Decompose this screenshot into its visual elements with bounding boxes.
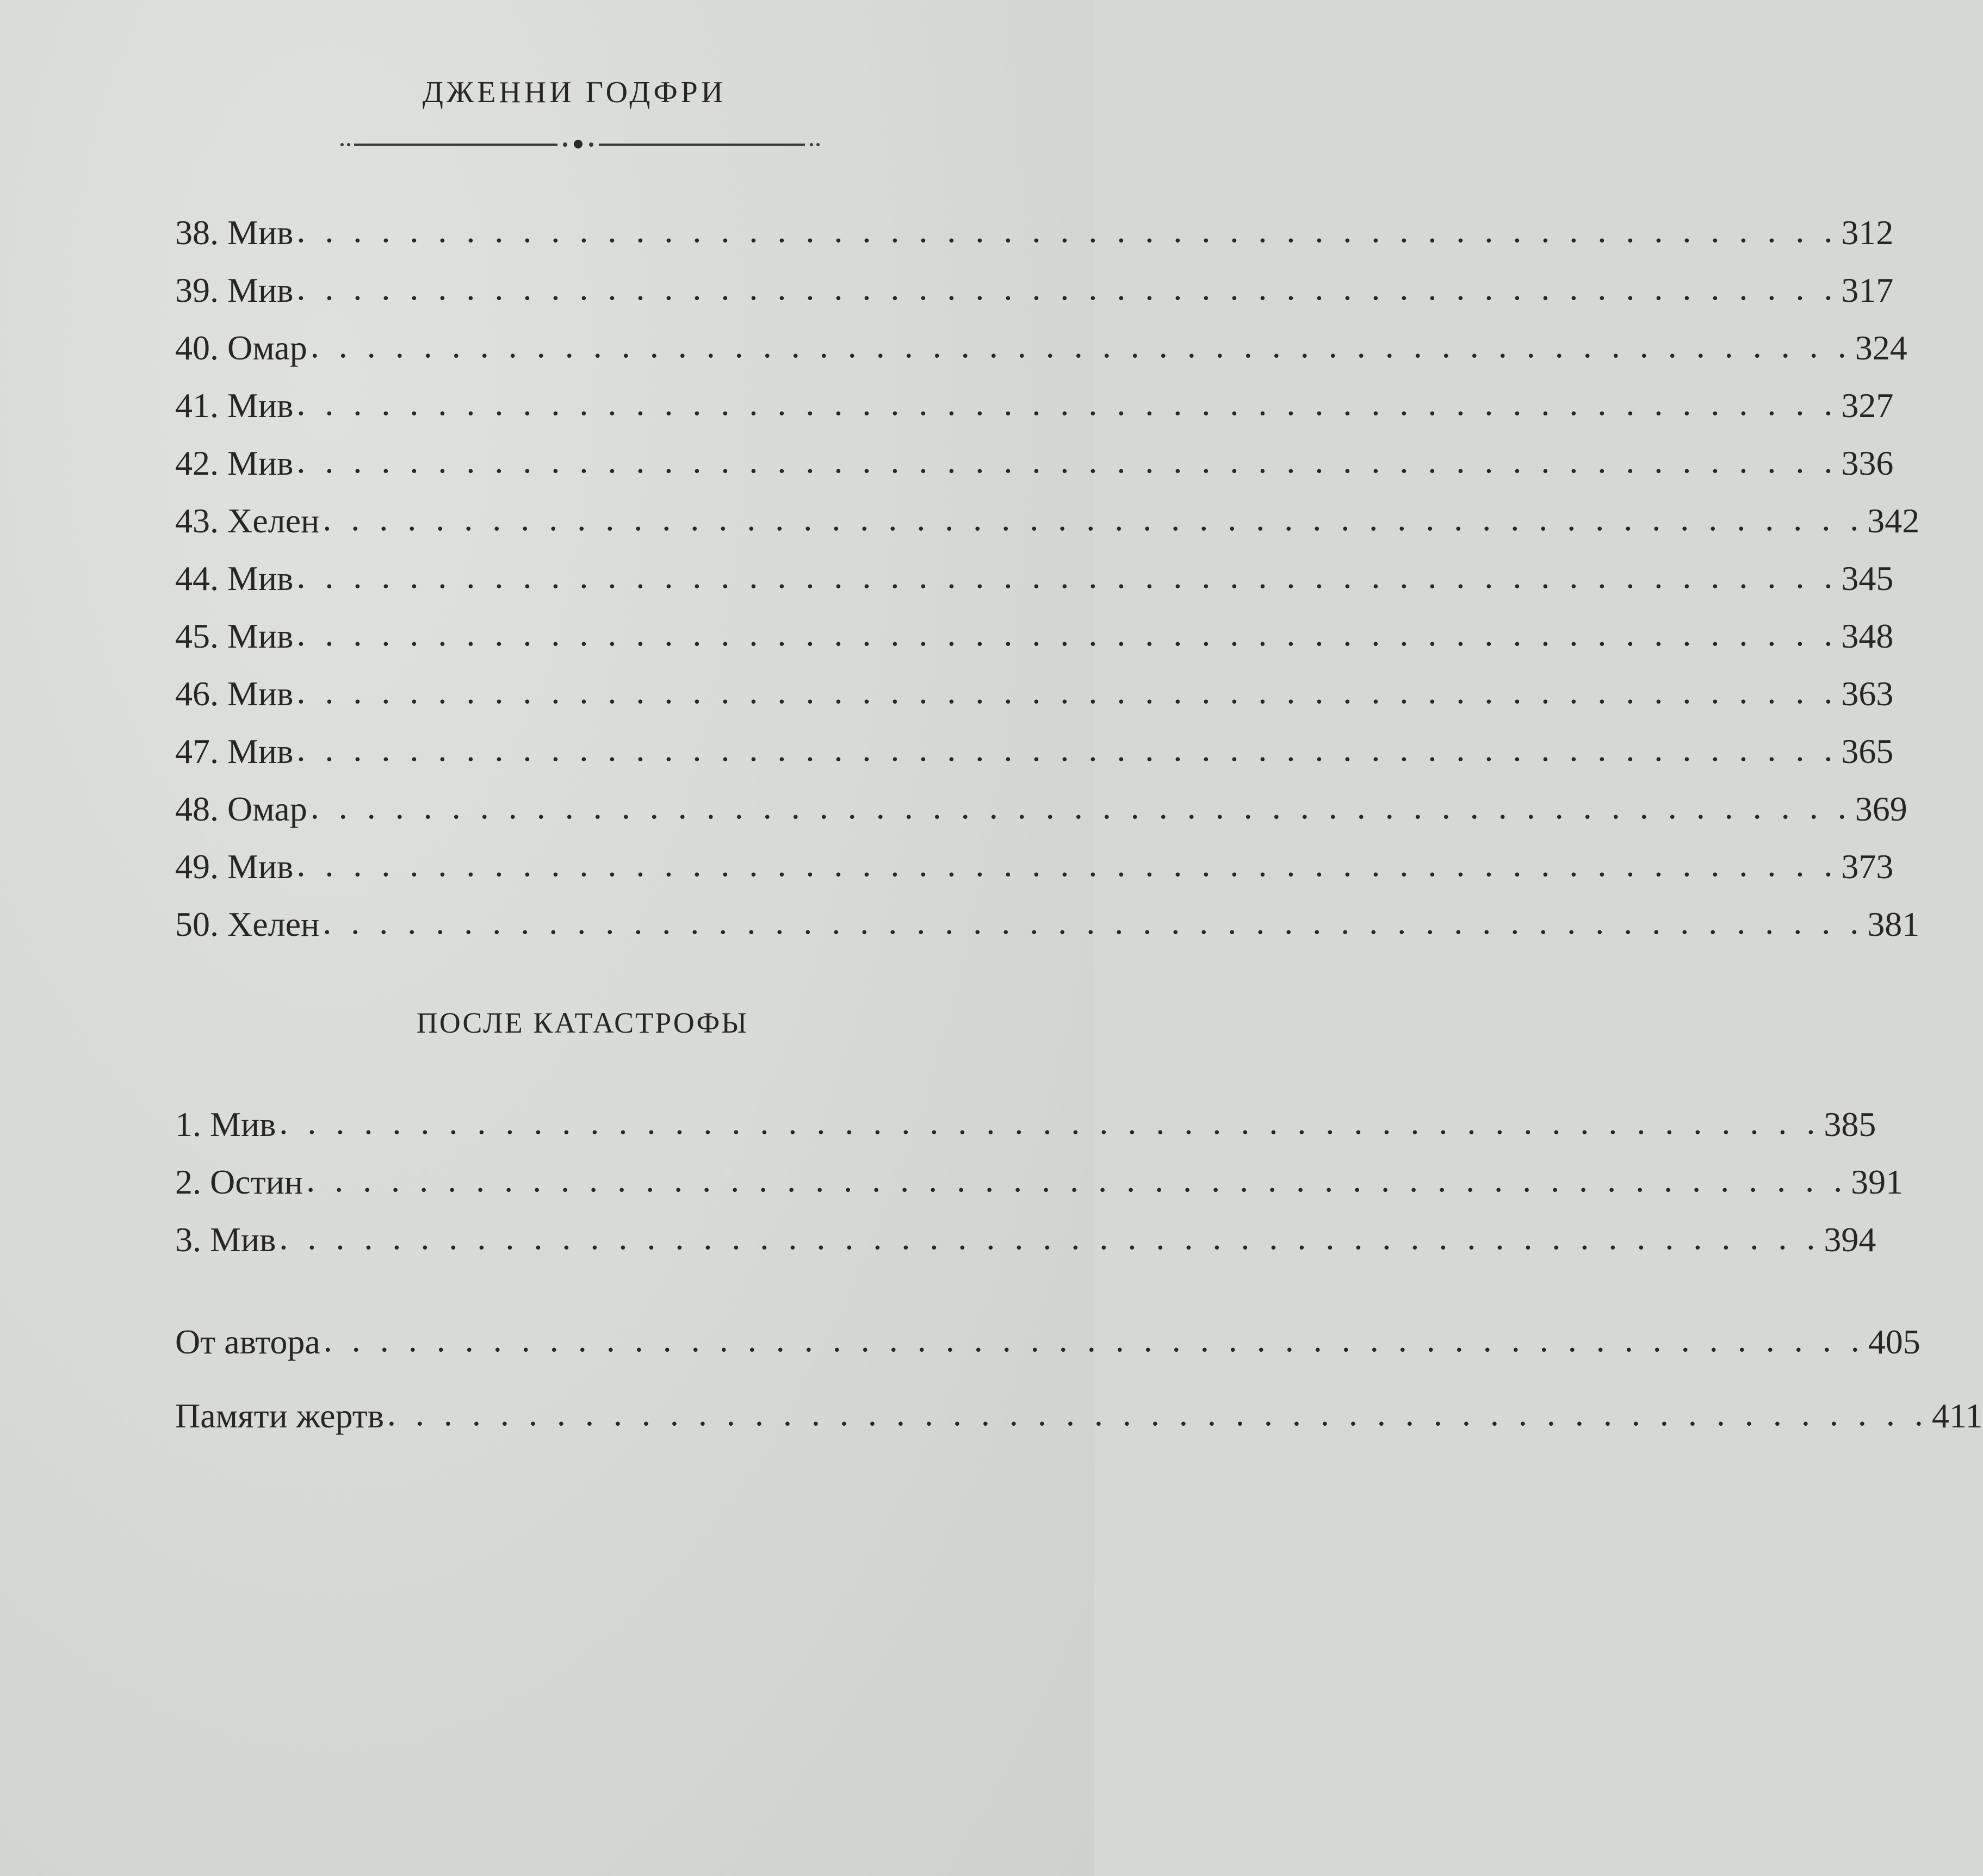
dot-leader: . . . . . . . . . . . . . . . . . . . . . . . . . . . . . . . . . . . . . . . . . . . . . . . . . . . . . . . bbox=[310, 787, 1852, 826]
toc-entry-title: 42. Мив bbox=[175, 444, 294, 482]
running-header bbox=[0, 75, 1094, 110]
toc-entry bbox=[175, 835, 1894, 886]
toc-entry bbox=[175, 1151, 1904, 1201]
dot-leader: . . . . . . . . . . . . . . . . . . . . . . . . . . . . . . . . . . . . . . . . . . . . . . . . . . . . . . . bbox=[296, 211, 1838, 250]
toc-entry-page: 324 bbox=[1855, 328, 1907, 367]
toc-entry-title: 41. Мив bbox=[175, 386, 294, 425]
toc-entry-title: 40. Омар bbox=[175, 328, 307, 367]
toc-entry-title: 38. Мив bbox=[175, 213, 294, 252]
toc-entry-title: Памяти жертв bbox=[175, 1396, 384, 1435]
toc-entry-page: 365 bbox=[1841, 732, 1894, 771]
dot-leader: . . . . . . . . . . . . . . . . . . . . . . . . . . . . . . . . . . . . . . . . . . . . . . . . . . . . . . . bbox=[323, 903, 1864, 941]
dot-leader: . . . . . . . . . . . . . . . . . . . . . . . . . . . . . . . . . . . . . . . . . . . . . . . . . . . . . . . bbox=[279, 1218, 1821, 1257]
toc-entry-title: 49. Мив bbox=[175, 847, 294, 886]
dot-leader: . . . . . . . . . . . . . . . . . . . . . . . . . . . . . . . . . . . . . . . . . . . . . . . . . . . . . . . bbox=[323, 1320, 1865, 1359]
toc-entry-title: 45. Мив bbox=[175, 617, 294, 655]
toc-entry bbox=[175, 1208, 1876, 1259]
toc-entry-page: 385 bbox=[1824, 1105, 1876, 1144]
toc-entry bbox=[175, 374, 1894, 425]
toc-entry-title: 43. Хелен bbox=[175, 501, 320, 540]
toc-entry-page: 327 bbox=[1841, 386, 1894, 425]
toc-entry-page: 317 bbox=[1841, 271, 1894, 309]
toc-entry bbox=[175, 1384, 1983, 1435]
toc-entry-page: 336 bbox=[1841, 444, 1894, 482]
toc-entry-title: 1. Мив bbox=[175, 1105, 276, 1144]
toc-entry-page: 342 bbox=[1867, 501, 1920, 540]
toc-entry-title: От автора bbox=[175, 1322, 320, 1361]
toc-entry bbox=[175, 489, 1920, 540]
toc-entry-title: 50. Хелен bbox=[175, 905, 320, 943]
toc-entry-title: 46. Мив bbox=[175, 674, 294, 713]
author-name: ДЖЕННИ ГОДФРИ bbox=[422, 76, 727, 109]
toc-entry-title: 47. Мив bbox=[175, 732, 294, 771]
toc-entry bbox=[175, 778, 1907, 828]
toc-entry-title: 48. Омар bbox=[175, 790, 307, 828]
toc-entry-page: 369 bbox=[1855, 790, 1907, 828]
dot-leader: . . . . . . . . . . . . . . . . . . . . . . . . . . . . . . . . . . . . . . . . . . . . . . . . . . . . . . . bbox=[296, 269, 1838, 307]
toc-entry bbox=[175, 1310, 1920, 1361]
toc-entry bbox=[175, 1093, 1876, 1144]
toc-entry-page: 363 bbox=[1841, 674, 1894, 713]
toc-entry bbox=[175, 662, 1894, 713]
dot-leader: . . . . . . . . . . . . . . . . . . . . . . . . . . . . . . . . . . . . . . . . . . . . . . . . . . . . . . . bbox=[296, 845, 1838, 884]
toc-entry bbox=[175, 432, 1894, 482]
toc-entry-page: 312 bbox=[1841, 213, 1894, 252]
dot-leader: . . . . . . . . . . . . . . . . . . . . . . . . . . . . . . . . . . . . . . . . . . . . . . . . . . . . . . . bbox=[306, 1160, 1848, 1199]
section-title: ПОСЛЕ КАТАСТРОФЫ bbox=[416, 1007, 749, 1039]
dot-leader: . . . . . . . . . . . . . . . . . . . . . . . . . . . . . . . . . . . . . . . . . . . . . . . . . . . . . . . bbox=[387, 1394, 1929, 1433]
toc-entry-page: 394 bbox=[1824, 1220, 1876, 1259]
dot-leader: . . . . . . . . . . . . . . . . . . . . . . . . . . . . . . . . . . . . . . . . . . . . . . . . . . . . . . . bbox=[296, 672, 1838, 711]
toc-entry-title: 44. Мив bbox=[175, 559, 294, 598]
toc-entry-page: 405 bbox=[1868, 1322, 1920, 1361]
toc-entry bbox=[175, 893, 1920, 943]
header-ornament-divider bbox=[340, 138, 821, 151]
toc-entry bbox=[175, 259, 1894, 309]
toc-entry-title: 39. Мив bbox=[175, 271, 294, 309]
dot-leader: . . . . . . . . . . . . . . . . . . . . . . . . . . . . . . . . . . . . . . . . . . . . . . . . . . . . . . . bbox=[296, 557, 1838, 595]
dot-leader: . . . . . . . . . . . . . . . . . . . . . . . . . . . . . . . . . . . . . . . . . . . . . . . . . . . . . . . bbox=[279, 1103, 1821, 1141]
toc-entry-page: 411 bbox=[1931, 1396, 1983, 1435]
dot-leader: . . . . . . . . . . . . . . . . . . . . . . . . . . . . . . . . . . . . . . . . . . . . . . . . . . . . . . . bbox=[296, 442, 1838, 480]
toc-entry-page: 391 bbox=[1851, 1163, 1904, 1201]
toc-entry-page: 348 bbox=[1841, 617, 1894, 655]
toc-entry-page: 381 bbox=[1867, 905, 1920, 943]
toc-entry-title: 2. Остин bbox=[175, 1163, 303, 1201]
dot-leader: . . . . . . . . . . . . . . . . . . . . . . . . . . . . . . . . . . . . . . . . . . . . . . . . . . . . . . . bbox=[296, 730, 1838, 768]
toc-entry-page: 373 bbox=[1841, 847, 1894, 886]
dot-leader: . . . . . . . . . . . . . . . . . . . . . . . . . . . . . . . . . . . . . . . . . . . . . . . . . . . . . . . bbox=[310, 326, 1852, 365]
toc-entry bbox=[175, 547, 1894, 598]
toc-entry-page: 345 bbox=[1841, 559, 1894, 598]
toc-entry bbox=[175, 720, 1894, 771]
toc-entry-title: 3. Мив bbox=[175, 1220, 276, 1259]
toc-entry bbox=[175, 316, 1907, 367]
section-heading bbox=[0, 1006, 1094, 1040]
dot-leader: . . . . . . . . . . . . . . . . . . . . . . . . . . . . . . . . . . . . . . . . . . . . . . . . . . . . . . . bbox=[296, 384, 1838, 423]
dot-leader: . . . . . . . . . . . . . . . . . . . . . . . . . . . . . . . . . . . . . . . . . . . . . . . . . . . . . . . bbox=[323, 499, 1864, 538]
toc-entry bbox=[175, 605, 1894, 655]
dot-leader: . . . . . . . . . . . . . . . . . . . . . . . . . . . . . . . . . . . . . . . . . . . . . . . . . . . . . . . bbox=[296, 614, 1838, 653]
toc-entry bbox=[175, 201, 1894, 252]
